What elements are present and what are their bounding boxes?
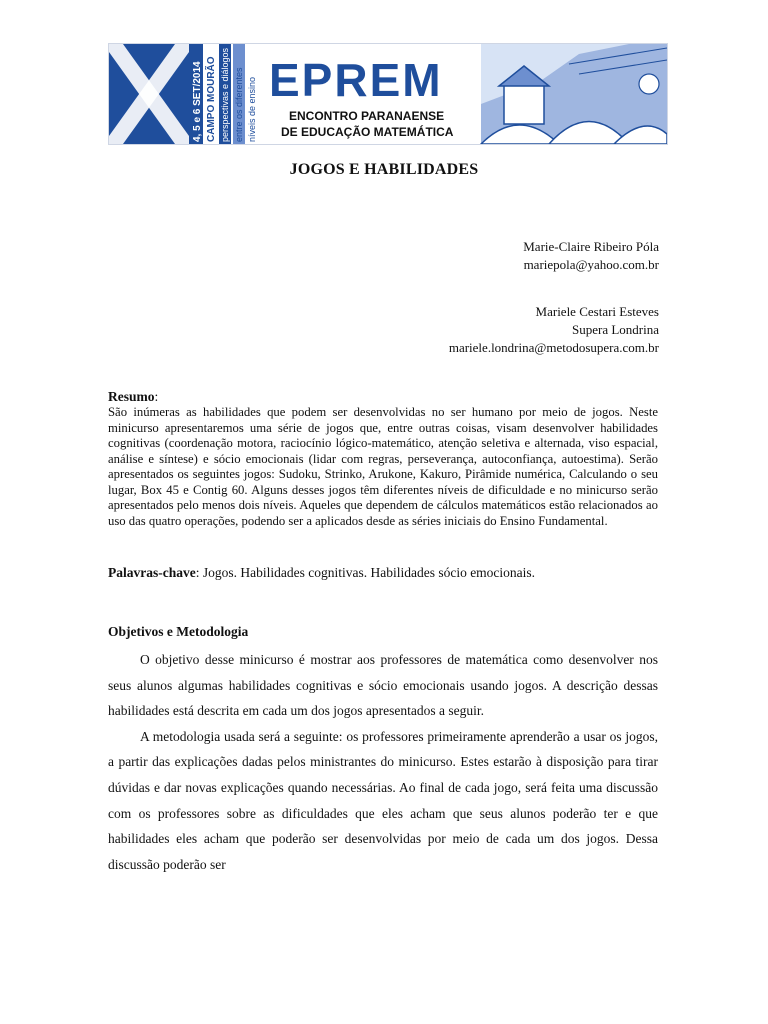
banner-left-line-1: 4, 5 e 6 SET/2014 (192, 61, 203, 142)
banner-graphic (109, 44, 667, 144)
conference-banner (108, 43, 668, 145)
eprem-logo (269, 54, 454, 139)
section-paragraph-1: O objetivo desse minicurso é mostrar aos professores de matemática como desenvolver nos seus alunos algumas habilidades cognitivas e sócio emocionais usando jogos. A descrição dessas habilidades está descrita em cada um dos jogos apresentados a seguir. (108, 652, 658, 719)
objectives-section (108, 623, 658, 877)
abstract-heading-text: Resumo (108, 389, 155, 404)
logo-text: EPREM (269, 54, 443, 106)
keywords-text: : Jogos. Habilidades cognitivas. Habilidades sócio emocionais. (195, 565, 536, 580)
banner-left-line-3: perspectivas e diálogos (220, 47, 230, 142)
keywords-line (108, 564, 668, 582)
authors-block (449, 238, 659, 357)
abstract-block (108, 389, 658, 529)
keywords-label: Palavras-chave (108, 565, 196, 580)
author-1-email: mariepola@yahoo.com.br (523, 257, 659, 272)
building-illustration (481, 44, 667, 144)
logo-subtitle-1: ENCONTRO PARANAENSE (289, 109, 445, 123)
author-2-affiliation: Supera Londrina (571, 322, 659, 337)
paper-title: JOGOS E HABILIDADES (289, 161, 479, 178)
abstract-heading: Resumo: (108, 389, 159, 404)
author-1-name: Marie-Claire Ribeiro Póla (523, 239, 659, 254)
section-paragraph-2: A metodologia usada será a seguinte: os professores primeiramente aprenderão a usar os jogos, a partir das explicações dadas pelos ministrantes do minicurso. Estes estarão à disposição para tirar dúvidas e dar novas explicações quando necessárias. Ao final de cada jogo, será feita uma discussão com os professores sobre as dificuldades que eles acham que seus alunos poderão ter e que habilidades eles acham que poderão ser desenvolvidas por meio de cada um dos jogos. Dessa discussão poderão ser (108, 728, 658, 872)
section-heading: Objetivos e Metodologia (108, 624, 249, 639)
abstract-text: São inúmeras as habilidades que podem ser desenvolvidas no ser humano por meio de jogos. Neste minicurso apresentaremos uma série de jogos que, entre outras coisas, visam desenvolver habilidades cognitivas (coordenação motora, raciocínio lógico-matemático, atenção seletiva e alternada, viso espacial, análise e síntese) e sócio emocionais (lidar com regras, perseverança, autoconfiança, autoestima). Serão apresentados os seguintes jogos: Sudoku, Strinko, Arukone, Kakuro, Pirâmide numérica, Calculando o seu lugar, Box 45 e Contig 60. Alguns desses jogos têm diferentes níveis de dificuldade e no minicurso serão apresentados pelo menos dois níveis. Aqueles que dependem de cálculos matemáticos estão relacionados ao uso das quatro operações, podendo ser a aplicados desde as séries iniciais do Ensino Fundamental. (108, 405, 658, 528)
banner-left-line-5: níveis de ensino (247, 76, 257, 142)
banner-left-line-4: entre os diferentes (234, 67, 244, 142)
author-2-email: mariele.londrina@metodosupera.com.br (448, 340, 659, 355)
author-2-name: Mariele Cestari Esteves (535, 304, 659, 319)
logo-subtitle-2: DE EDUCAÇÃO MATEMÁTICA (281, 125, 454, 139)
banner-left-line-2: CAMPO MOURÃO (206, 56, 217, 142)
